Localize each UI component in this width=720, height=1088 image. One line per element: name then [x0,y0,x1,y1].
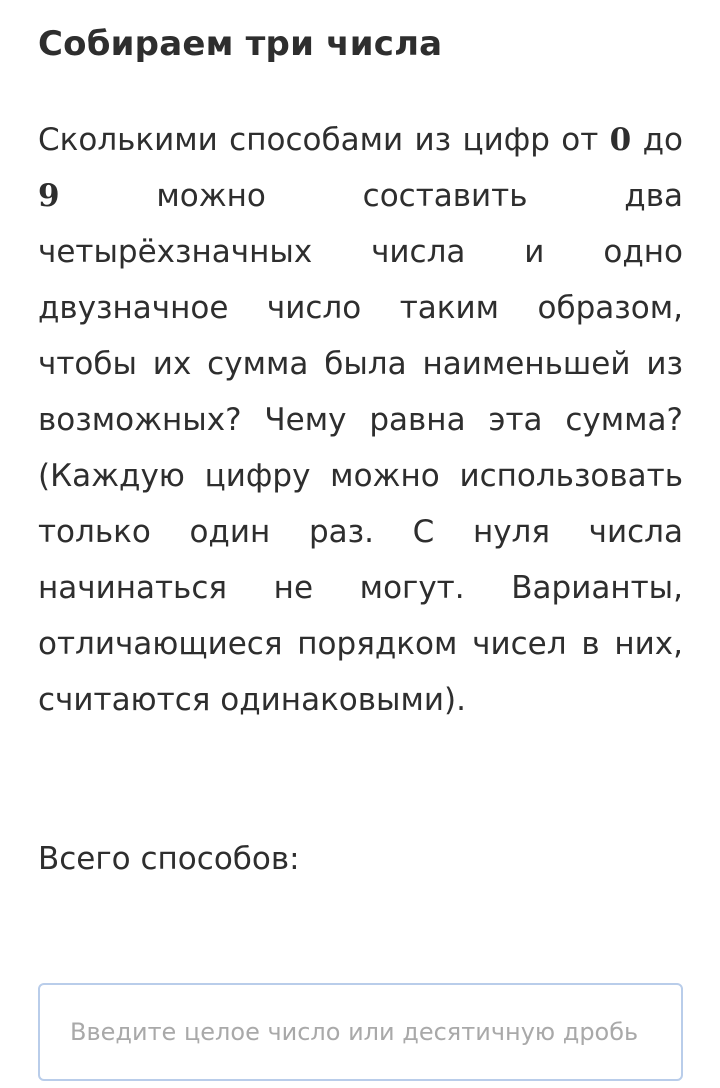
problem-text-end: можно составить два четырёхзначных числа и одно двузначное число таким образом, чтобы их сумма была наименьшей из возможных? Чему равна эта сумма? (Каждую цифру можно использовать только один раз. С нуля числа начинаться не могут. Варианты, отличающиеся порядком чисел в них, считаются одинаковыми). [38,178,683,718]
problem-statement [38,112,683,728]
task-title: Собираем три числа [38,24,443,64]
digit-nine: 9 [38,178,60,214]
problem-text-start: Сколькими способами из цифр от [38,122,610,158]
digit-zero: 0 [609,122,632,158]
answer-input[interactable] [38,983,683,1081]
problem-text-between: до [631,122,683,158]
answer-label: Всего способов: [38,841,300,877]
